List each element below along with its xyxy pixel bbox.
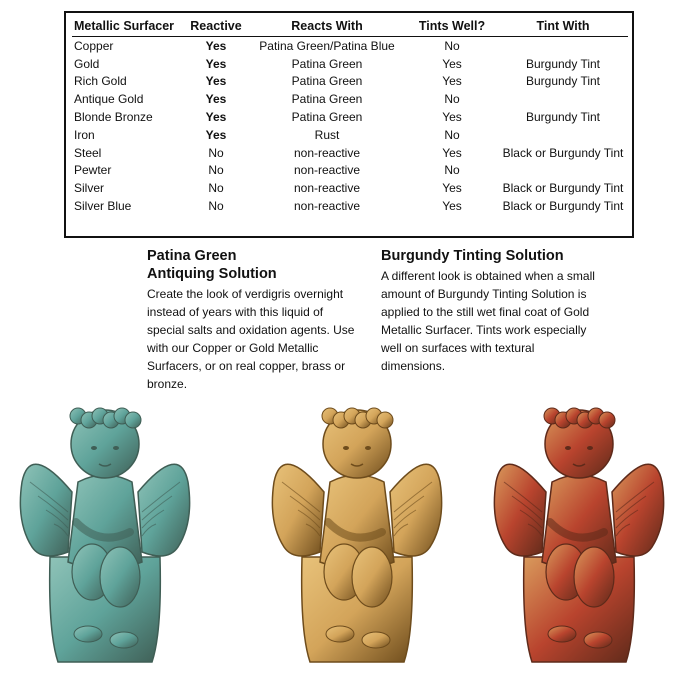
table-cell: Black or Burgundy Tint	[502, 181, 624, 196]
table-cell: Yes	[442, 181, 462, 196]
surfacer-table	[72, 17, 628, 215]
table-cell: Yes	[442, 56, 462, 71]
table-cell: Black or Burgundy Tint	[502, 145, 624, 160]
patina-body: Create the look of verdigris overnight instead of years with this liquid of special salts and oxidation agents. Use with our Copper or Gold Metallic Surfacers, or on real copper, brass or bronze.	[147, 287, 355, 391]
header-reactive: Reactive	[184, 17, 248, 37]
table-cell: Rust	[314, 127, 340, 142]
burgundy-description	[381, 247, 596, 375]
table-cell: non-reactive	[293, 163, 361, 178]
table-cell	[498, 126, 628, 144]
table-row	[72, 197, 628, 215]
table-cell: non-reactive	[293, 181, 361, 196]
table-cell: Patina Green	[291, 110, 363, 125]
table-cell: No	[208, 181, 224, 196]
table-cell: Yes	[205, 110, 227, 125]
statue-left-eye	[565, 446, 571, 450]
statue-right-leg	[100, 547, 140, 607]
table-cell: Yes	[442, 145, 462, 160]
header-reacts-with: Reacts With	[248, 17, 406, 37]
table-row	[72, 55, 628, 73]
table-cell: No	[444, 92, 460, 107]
table-row	[72, 126, 628, 144]
table-cell: Patina Green	[291, 92, 363, 107]
table-cell: Iron	[74, 127, 95, 142]
table-header-row	[72, 17, 628, 37]
table-cell	[498, 162, 628, 180]
table-cell: Patina Green/Patina Blue	[259, 38, 395, 53]
statue-right-leg	[574, 547, 614, 607]
table-cell: Blonde Bronze	[74, 110, 153, 125]
header-metallic-surfacer: Metallic Surfacer	[72, 17, 184, 37]
table-cell	[498, 37, 628, 55]
statue-left-eye	[343, 446, 349, 450]
table-cell: Burgundy Tint	[525, 56, 601, 71]
table-cell: Yes	[205, 56, 227, 71]
statue-left-foot	[326, 626, 354, 642]
burgundy-title: Burgundy Tinting Solution	[381, 248, 564, 264]
table-cell: Patina Green	[291, 56, 363, 71]
gold-cherub-statue-image	[262, 372, 452, 672]
patina-title-line1: Patina Green	[147, 248, 237, 264]
table-body	[72, 37, 628, 215]
table-cell: non-reactive	[293, 199, 361, 214]
header-tint-with: Tint With	[498, 17, 628, 37]
header-tints-well: Tints Well?	[406, 17, 498, 37]
statue-right-foot	[584, 632, 612, 648]
table-cell: Burgundy Tint	[525, 74, 601, 89]
table-row	[72, 108, 628, 126]
statue-curl	[377, 412, 393, 428]
table-cell: No	[208, 163, 224, 178]
table-cell: Yes	[442, 199, 462, 214]
patina-title-line2: Antiquing Solution	[147, 266, 277, 282]
table-cell: Yes	[442, 110, 462, 125]
burgundy-body: A different look is obtained when a small amount of Burgundy Tinting Solution is applied to the still wet final coat of Gold Metallic Surfacer. Tints work especially well on surfaces with textural dimensions.	[381, 269, 595, 373]
patina-cherub-statue-image	[10, 372, 200, 672]
statue-left-foot	[74, 626, 102, 642]
statue-curl	[125, 412, 141, 428]
statue-right-leg	[352, 547, 392, 607]
statue-left-foot	[548, 626, 576, 642]
table-cell: non-reactive	[293, 145, 361, 160]
table-cell: Copper	[74, 38, 114, 53]
table-cell: Pewter	[74, 163, 112, 178]
statue-right-foot	[110, 632, 138, 648]
statue-right-eye	[113, 446, 119, 450]
table-cell: Patina Green	[291, 74, 363, 89]
table-cell: Steel	[74, 145, 102, 160]
table-row	[72, 144, 628, 162]
table-cell: No	[444, 38, 460, 53]
statue-right-eye	[587, 446, 593, 450]
table-cell: Silver	[74, 181, 105, 196]
table-cell: Yes	[442, 74, 462, 89]
table-row	[72, 179, 628, 197]
table-cell: Yes	[205, 74, 227, 89]
statue-curl	[599, 412, 615, 428]
table-cell: Yes	[205, 127, 227, 142]
statue-left-eye	[91, 446, 97, 450]
table-row	[72, 73, 628, 91]
patina-title	[147, 247, 362, 283]
table-cell: Rich Gold	[74, 74, 127, 89]
table-cell: Yes	[205, 38, 227, 53]
statue-right-foot	[362, 632, 390, 648]
table-row	[72, 162, 628, 180]
table-cell: No	[444, 127, 460, 142]
table-row	[72, 37, 628, 55]
table-cell: Gold	[74, 56, 100, 71]
table-cell	[498, 90, 628, 108]
table-cell: No	[208, 145, 224, 160]
table-cell: Yes	[205, 92, 227, 107]
table-cell: Burgundy Tint	[525, 110, 601, 125]
table-cell: Silver Blue	[74, 199, 132, 214]
statue-right-eye	[365, 446, 371, 450]
burgundy-cherub-statue-image	[484, 372, 674, 672]
table-cell: Black or Burgundy Tint	[502, 199, 624, 214]
table-cell: Antique Gold	[74, 92, 144, 107]
table-row	[72, 90, 628, 108]
table-cell: No	[208, 199, 224, 214]
surfacer-table-box	[64, 11, 634, 238]
table-cell: No	[444, 163, 460, 178]
